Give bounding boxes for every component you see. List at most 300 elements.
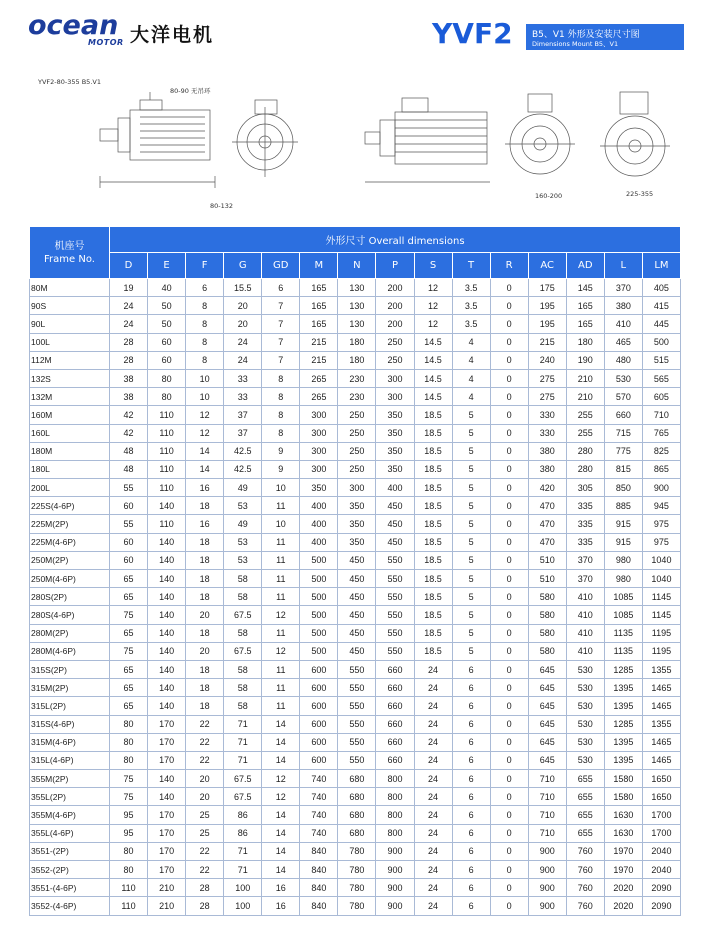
dimension-cell: 75 <box>110 788 148 806</box>
dimension-cell: 760 <box>566 861 604 879</box>
table-row <box>30 515 681 533</box>
dimension-cell: 530 <box>566 751 604 769</box>
dimension-cell: 1135 <box>604 624 642 642</box>
dimension-cell: 2040 <box>642 861 680 879</box>
dimension-cell: 170 <box>148 861 186 879</box>
dimension-cell: 0 <box>490 642 528 660</box>
dimension-cell: 450 <box>338 624 376 642</box>
frame-cell: 250M(4-6P) <box>30 570 110 588</box>
dimension-cell: 1040 <box>642 551 680 569</box>
dimension-cell: 24 <box>110 315 148 333</box>
dimension-cell: 1650 <box>642 770 680 788</box>
dimension-cell: 8 <box>186 297 224 315</box>
dimension-cell: 500 <box>300 642 338 660</box>
dimension-cell: 1040 <box>642 570 680 588</box>
frame-cell: 112M <box>30 351 110 369</box>
dimension-cell: 200 <box>376 279 414 297</box>
dimension-cell: 0 <box>490 824 528 842</box>
dimension-cell: 195 <box>528 315 566 333</box>
frame-cell: 3552-(2P) <box>30 861 110 879</box>
dimension-cell: 815 <box>604 460 642 478</box>
dimension-cell: 5 <box>452 588 490 606</box>
dimension-cell: 95 <box>110 806 148 824</box>
dimension-cell: 550 <box>338 679 376 697</box>
dimension-cell: 42.5 <box>224 442 262 460</box>
dimension-cell: 10 <box>262 479 300 497</box>
dimension-cell: 60 <box>148 333 186 351</box>
dimension-cell: 800 <box>376 824 414 842</box>
dimension-cell: 0 <box>490 479 528 497</box>
dimension-cell: 1630 <box>604 824 642 842</box>
dimension-cell: 255 <box>566 406 604 424</box>
side-view-drawing-2 <box>365 98 490 182</box>
drawing-caption-225-355: 225-355 <box>626 190 654 198</box>
dimension-cell: 350 <box>300 479 338 497</box>
dimension-cell: 24 <box>414 733 452 751</box>
dimension-cell: 945 <box>642 497 680 515</box>
frame-cell: 280M(4-6P) <box>30 642 110 660</box>
dimension-cell: 18.5 <box>414 624 452 642</box>
dimension-cell: 7 <box>262 351 300 369</box>
frame-cell: 315M(4-6P) <box>30 733 110 751</box>
table-row <box>30 660 681 678</box>
dimension-cell: 6 <box>452 679 490 697</box>
dimension-cell: 24 <box>414 842 452 860</box>
dimension-cell: 255 <box>566 424 604 442</box>
dimension-cell: 67.5 <box>224 606 262 624</box>
dimension-cell: 5 <box>452 515 490 533</box>
dimension-cell: 1700 <box>642 806 680 824</box>
dimension-cell: 1395 <box>604 679 642 697</box>
dimension-cell: 37 <box>224 406 262 424</box>
dimension-cell: 18 <box>186 551 224 569</box>
dimension-cell: 11 <box>262 551 300 569</box>
dimension-cell: 0 <box>490 715 528 733</box>
dimension-cell: 350 <box>338 497 376 515</box>
dimension-cell: 14 <box>186 460 224 478</box>
dimension-cell: 0 <box>490 551 528 569</box>
dimension-cell: 65 <box>110 660 148 678</box>
dimension-cell: 1650 <box>642 788 680 806</box>
dimension-cell: 130 <box>338 279 376 297</box>
dimension-cell: 6 <box>452 770 490 788</box>
dimension-cell: 5 <box>452 642 490 660</box>
dimension-cell: 18 <box>186 660 224 678</box>
dimension-cell: 350 <box>338 533 376 551</box>
dimension-cell: 8 <box>186 333 224 351</box>
dimension-cell: 55 <box>110 479 148 497</box>
dimension-cell: 24 <box>414 697 452 715</box>
dimension-cell: 900 <box>528 842 566 860</box>
dimension-cell: 6 <box>262 279 300 297</box>
dimension-cell: 18 <box>186 624 224 642</box>
dimension-cell: 28 <box>186 897 224 915</box>
dimension-cell: 140 <box>148 660 186 678</box>
dimension-cell: 24 <box>224 333 262 351</box>
dimension-cell: 10 <box>186 388 224 406</box>
frame-cell: 100L <box>30 333 110 351</box>
dimension-cell: 130 <box>338 297 376 315</box>
dimension-cell: 600 <box>300 751 338 769</box>
dimension-cell: 8 <box>262 369 300 387</box>
dimension-cell: 5 <box>452 424 490 442</box>
frame-cell: 315M(2P) <box>30 679 110 697</box>
dimension-cell: 2090 <box>642 879 680 897</box>
dimension-cell: 170 <box>148 733 186 751</box>
frame-cell: 225M(2P) <box>30 515 110 533</box>
dimension-cell: 4 <box>452 351 490 369</box>
dimension-cell: 7 <box>262 333 300 351</box>
dimension-cell: 660 <box>376 715 414 733</box>
dimension-cell: 18.5 <box>414 533 452 551</box>
dimension-cell: 900 <box>528 879 566 897</box>
dimension-cell: 470 <box>528 515 566 533</box>
table-row <box>30 879 681 897</box>
dimension-cell: 100 <box>224 879 262 897</box>
dimension-cell: 24 <box>224 351 262 369</box>
dimension-cell: 0 <box>490 460 528 478</box>
dimension-cell: 58 <box>224 679 262 697</box>
dimension-cell: 210 <box>566 369 604 387</box>
frame-cell: 355L(4-6P) <box>30 824 110 842</box>
dimension-cell: 350 <box>376 406 414 424</box>
dimension-cell: 10 <box>262 515 300 533</box>
dimension-cell: 6 <box>452 897 490 915</box>
dimension-cell: 0 <box>490 770 528 788</box>
dimension-cell: 16 <box>186 479 224 497</box>
dimension-cell: 140 <box>148 570 186 588</box>
table-row <box>30 624 681 642</box>
dimension-cell: 450 <box>338 588 376 606</box>
dimension-cell: 18.5 <box>414 479 452 497</box>
dimension-cell: 500 <box>300 606 338 624</box>
dimension-cell: 900 <box>376 897 414 915</box>
dimension-cell: 175 <box>528 279 566 297</box>
dimension-cell: 7 <box>262 315 300 333</box>
dimension-cell: 14 <box>262 715 300 733</box>
dimension-cell: 335 <box>566 497 604 515</box>
frame-cell: 160L <box>30 424 110 442</box>
dimension-cell: 915 <box>604 515 642 533</box>
dimension-cell: 1700 <box>642 824 680 842</box>
dimension-cell: 33 <box>224 388 262 406</box>
dimension-cell: 14.5 <box>414 333 452 351</box>
dimension-cell: 18.5 <box>414 588 452 606</box>
dimension-cell: 215 <box>300 351 338 369</box>
dimension-cell: 165 <box>566 315 604 333</box>
dimension-cell: 140 <box>148 533 186 551</box>
dimension-cell: 20 <box>224 315 262 333</box>
dimension-cell: 500 <box>300 588 338 606</box>
dimension-cell: 20 <box>186 642 224 660</box>
frame-header-en: Frame No. <box>44 253 95 265</box>
dimension-cell: 140 <box>148 606 186 624</box>
dimension-cell: 24 <box>414 861 452 879</box>
dimension-cell: 33 <box>224 369 262 387</box>
logo-sub: MOTOR <box>88 38 124 47</box>
dimension-cell: 50 <box>148 297 186 315</box>
brand-name-cn: 大洋电机 <box>130 24 215 46</box>
dimension-cell: 2020 <box>604 897 642 915</box>
dimension-cell: 130 <box>338 315 376 333</box>
dimension-cell: 48 <box>110 442 148 460</box>
dimension-cell: 28 <box>110 351 148 369</box>
dimension-cell: 86 <box>224 806 262 824</box>
dimension-cell: 1395 <box>604 751 642 769</box>
frame-cell: 225M(4-6P) <box>30 533 110 551</box>
dimension-cell: 18.5 <box>414 442 452 460</box>
dimension-cell: 240 <box>528 351 566 369</box>
dimension-cell: 71 <box>224 842 262 860</box>
table-body <box>30 279 681 916</box>
dimension-cell: 110 <box>148 424 186 442</box>
dimension-cell: 53 <box>224 551 262 569</box>
drawing-range-label: YVF2-80-355 B5.V1 <box>38 78 101 86</box>
dimension-cell: 1465 <box>642 751 680 769</box>
dimension-cell: 465 <box>604 333 642 351</box>
dimension-cell: 8 <box>186 315 224 333</box>
table-row <box>30 351 681 369</box>
dimension-cell: 11 <box>262 679 300 697</box>
dimension-cell: 760 <box>566 842 604 860</box>
dimension-cell: 2040 <box>642 842 680 860</box>
table-row <box>30 551 681 569</box>
dimension-cell: 20 <box>186 606 224 624</box>
dimension-cell: 25 <box>186 806 224 824</box>
dimension-cell: 0 <box>490 515 528 533</box>
dimension-cell: 67.5 <box>224 788 262 806</box>
dimension-cell: 8 <box>186 351 224 369</box>
dimension-cell: 655 <box>566 788 604 806</box>
dimension-cell: 680 <box>338 788 376 806</box>
dimension-cell: 915 <box>604 533 642 551</box>
dimension-cell: 71 <box>224 715 262 733</box>
dimension-cell: 775 <box>604 442 642 460</box>
dimension-cell: 5 <box>452 479 490 497</box>
dimension-cell: 18 <box>186 533 224 551</box>
dimension-cell: 110 <box>148 460 186 478</box>
dimension-cell: 300 <box>376 388 414 406</box>
dimension-cell: 2090 <box>642 897 680 915</box>
dimension-cell: 110 <box>148 406 186 424</box>
dimension-cell: 65 <box>110 697 148 715</box>
frame-cell: 3551-(4-6P) <box>30 879 110 897</box>
dimension-cell: 0 <box>490 333 528 351</box>
dimension-cell: 1085 <box>604 588 642 606</box>
dimension-cell: 1465 <box>642 679 680 697</box>
dimension-cell: 24 <box>414 824 452 842</box>
dimension-cell: 71 <box>224 861 262 879</box>
dimension-cell: 0 <box>490 606 528 624</box>
dimension-cell: 715 <box>604 424 642 442</box>
frame-cell: 3551-(2P) <box>30 842 110 860</box>
dimension-cell: 760 <box>566 897 604 915</box>
dimension-cell: 12 <box>186 406 224 424</box>
dimension-cell: 470 <box>528 497 566 515</box>
dimension-cell: 22 <box>186 751 224 769</box>
frame-header <box>30 227 110 279</box>
frame-cell: 200L <box>30 479 110 497</box>
dimension-cell: 24 <box>110 297 148 315</box>
dimension-drawings <box>0 72 711 222</box>
dimension-cell: 780 <box>338 861 376 879</box>
table-row <box>30 460 681 478</box>
table-row <box>30 715 681 733</box>
table-row <box>30 588 681 606</box>
dimension-cell: 655 <box>566 770 604 788</box>
dimension-cell: 900 <box>528 897 566 915</box>
dimension-cell: 400 <box>300 533 338 551</box>
dimension-cell: 980 <box>604 551 642 569</box>
column-header: N <box>338 253 376 279</box>
dimension-cell: 24 <box>414 770 452 788</box>
frame-cell: 315S(4-6P) <box>30 715 110 733</box>
dimension-cell: 19 <box>110 279 148 297</box>
dimension-cell: 330 <box>528 424 566 442</box>
dimension-cell: 740 <box>300 824 338 842</box>
dimension-cell: 660 <box>376 751 414 769</box>
dimension-cell: 350 <box>376 442 414 460</box>
dimension-cell: 550 <box>376 642 414 660</box>
dimension-cell: 840 <box>300 861 338 879</box>
dimension-cell: 450 <box>338 551 376 569</box>
dimension-cell: 5 <box>452 533 490 551</box>
dimension-cell: 780 <box>338 879 376 897</box>
dimension-cell: 4 <box>452 333 490 351</box>
dimension-cell: 12 <box>186 424 224 442</box>
dimension-cell: 275 <box>528 369 566 387</box>
group-header: 外形尺寸 Overall dimensions <box>110 227 681 253</box>
dimension-cell: 1145 <box>642 606 680 624</box>
dimension-cell: 0 <box>490 351 528 369</box>
dimension-cell: 1580 <box>604 770 642 788</box>
dimension-cell: 14 <box>186 442 224 460</box>
dimension-cell: 975 <box>642 533 680 551</box>
dimension-cell: 86 <box>224 824 262 842</box>
dimension-cell: 110 <box>148 442 186 460</box>
dimension-cell: 580 <box>528 606 566 624</box>
dimension-cell: 200 <box>376 297 414 315</box>
dimension-cell: 6 <box>452 806 490 824</box>
dimension-cell: 530 <box>566 679 604 697</box>
dimension-cell: 645 <box>528 679 566 697</box>
dimension-cell: 655 <box>566 806 604 824</box>
dimension-cell: 210 <box>566 388 604 406</box>
dimension-cell: 170 <box>148 715 186 733</box>
dimension-cell: 0 <box>490 588 528 606</box>
dimension-cell: 400 <box>300 515 338 533</box>
dimension-cell: 230 <box>338 388 376 406</box>
frame-cell: 280S(4-6P) <box>30 606 110 624</box>
dimension-cell: 18.5 <box>414 606 452 624</box>
dimension-cell: 335 <box>566 515 604 533</box>
dimension-cell: 80 <box>110 861 148 879</box>
dimension-cell: 450 <box>338 606 376 624</box>
dimension-cell: 53 <box>224 533 262 551</box>
table-row <box>30 770 681 788</box>
dimension-cell: 900 <box>376 842 414 860</box>
dimension-cell: 2020 <box>604 879 642 897</box>
dimension-cell: 80 <box>148 388 186 406</box>
dimension-cell: 250 <box>338 460 376 478</box>
dimension-cell: 140 <box>148 551 186 569</box>
dimension-cell: 0 <box>490 497 528 515</box>
table-row <box>30 497 681 515</box>
dimension-cell: 18 <box>186 697 224 715</box>
dimension-cell: 14 <box>262 824 300 842</box>
dimension-cell: 6 <box>452 788 490 806</box>
frame-cell: 180L <box>30 460 110 478</box>
dimension-cell: 300 <box>300 424 338 442</box>
dimension-cell: 1465 <box>642 697 680 715</box>
dimension-cell: 550 <box>338 715 376 733</box>
table-row <box>30 842 681 860</box>
dimension-cell: 510 <box>528 551 566 569</box>
column-header-row <box>30 253 681 279</box>
dimension-cell: 12 <box>414 297 452 315</box>
dimension-cell: 0 <box>490 788 528 806</box>
column-header: LM <box>642 253 680 279</box>
dimension-cell: 20 <box>224 297 262 315</box>
dimension-cell: 380 <box>604 297 642 315</box>
column-header: P <box>376 253 414 279</box>
dimension-cell: 0 <box>490 897 528 915</box>
dimension-cell: 410 <box>566 588 604 606</box>
dimension-cell: 5 <box>452 497 490 515</box>
dimension-cell: 42.5 <box>224 460 262 478</box>
frame-cell: 355M(4-6P) <box>30 806 110 824</box>
dimension-cell: 680 <box>338 806 376 824</box>
dimension-cell: 11 <box>262 660 300 678</box>
dimension-cell: 24 <box>414 806 452 824</box>
table-row <box>30 315 681 333</box>
dimension-cell: 10 <box>186 369 224 387</box>
dimension-cell: 170 <box>148 842 186 860</box>
dimension-cell: 100 <box>224 897 262 915</box>
dimension-cell: 65 <box>110 570 148 588</box>
dimension-cell: 450 <box>376 533 414 551</box>
dimension-cell: 530 <box>566 697 604 715</box>
frame-cell: 90S <box>30 297 110 315</box>
frame-cell: 3552-(4-6P) <box>30 897 110 915</box>
dimension-cell: 38 <box>110 388 148 406</box>
dimension-cell: 3.5 <box>452 315 490 333</box>
dimension-cell: 140 <box>148 770 186 788</box>
dimension-cell: 300 <box>300 460 338 478</box>
frame-cell: 280S(2P) <box>30 588 110 606</box>
dimension-cell: 24 <box>414 897 452 915</box>
table-row <box>30 733 681 751</box>
dimension-cell: 660 <box>604 406 642 424</box>
dimension-cell: 18.5 <box>414 570 452 588</box>
dimension-cell: 80 <box>110 715 148 733</box>
dimension-cell: 42 <box>110 406 148 424</box>
dimension-cell: 12 <box>262 788 300 806</box>
dimension-cell: 140 <box>148 679 186 697</box>
dimension-cell: 510 <box>528 570 566 588</box>
dimension-cell: 11 <box>262 570 300 588</box>
dimension-cell: 80 <box>148 369 186 387</box>
dimension-cell: 6 <box>452 733 490 751</box>
dimension-cell: 67.5 <box>224 642 262 660</box>
dimension-cell: 865 <box>642 460 680 478</box>
dimension-cell: 825 <box>642 442 680 460</box>
dimension-cell: 840 <box>300 842 338 860</box>
dimension-cell: 18.5 <box>414 497 452 515</box>
dimension-cell: 885 <box>604 497 642 515</box>
dimension-cell: 1580 <box>604 788 642 806</box>
dimension-cell: 1970 <box>604 861 642 879</box>
